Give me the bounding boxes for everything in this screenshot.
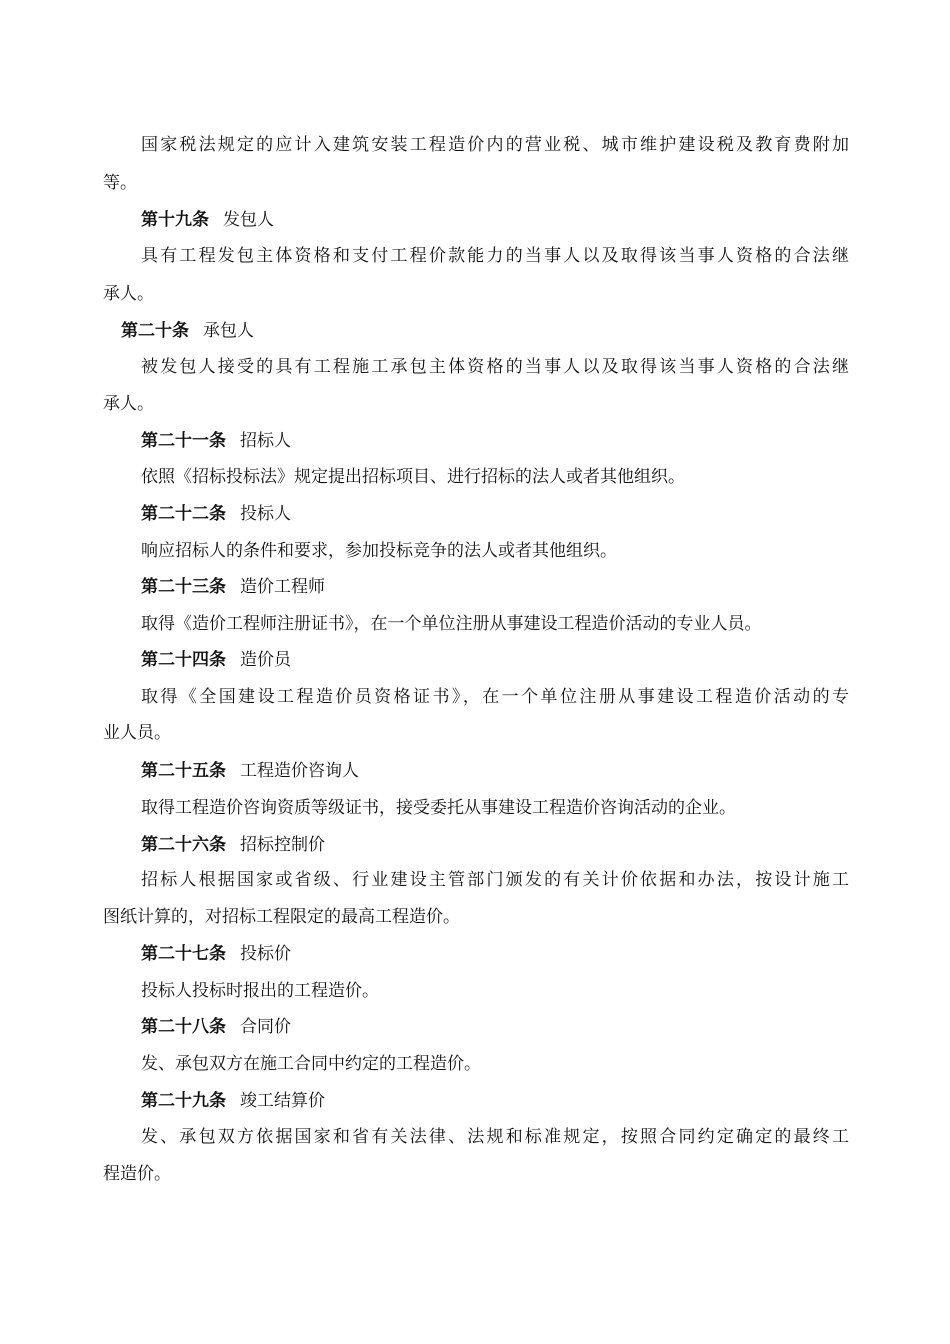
article-term: 承包人 (203, 321, 254, 341)
paragraph-line: 国家税法规定的应计入建筑安装工程造价内的营业税、城市维护建设税及教育费附加 (141, 135, 849, 155)
paragraph-line: 招标人根据国家或省级、行业建设主管部门颁发的有关计价依据和办法，按设计施工 (141, 870, 849, 890)
article-number: 第二十一条 (141, 431, 226, 451)
paragraph-line: 发、承包双方依据国家和省有关法律、法规和标准规定，按照合同约定确定的最终工 (141, 1127, 849, 1147)
article-term: 招标控制价 (240, 835, 325, 855)
paragraph-line: 业人员。 (103, 723, 171, 743)
article-number: 第二十六条 (141, 835, 226, 855)
article-term: 发包人 (223, 210, 274, 230)
paragraph-line: 被发包人接受的具有工程施工承包主体资格的当事人以及取得该当事人资格的合法继 (141, 357, 849, 377)
article-number: 第二十条 (121, 321, 189, 341)
article-term: 竣工结算价 (240, 1091, 325, 1111)
paragraph-line: 承人。 (103, 284, 154, 304)
article-heading (141, 760, 359, 782)
article-number: 第二十七条 (141, 944, 226, 964)
article-heading (141, 943, 291, 965)
article-heading (141, 834, 325, 856)
article-term: 造价工程师 (240, 577, 325, 597)
article-heading (141, 430, 291, 452)
article-number: 第二十二条 (141, 504, 226, 524)
paragraph-line: 等。 (103, 173, 137, 193)
article-term: 造价员 (240, 650, 291, 670)
article-number: 第十九条 (141, 210, 209, 230)
article-number: 第二十八条 (141, 1017, 226, 1037)
article-term: 工程造价咨询人 (240, 761, 359, 781)
paragraph-line: 取得工程造价咨询资质等级证书，接受委托从事建设工程造价咨询活动的企业。 (141, 798, 736, 818)
paragraph-line: 承人。 (103, 394, 154, 414)
article-term: 合同价 (240, 1017, 291, 1037)
paragraph-line: 响应招标人的条件和要求，参加投标竞争的法人或者其他组织。 (141, 541, 617, 561)
paragraph-line: 发、承包双方在施工合同中约定的工程造价。 (141, 1054, 481, 1074)
article-number: 第二十九条 (141, 1091, 226, 1111)
article-number: 第二十三条 (141, 577, 226, 597)
article-term: 投标价 (240, 944, 291, 964)
article-heading (121, 320, 254, 342)
article-heading (141, 1016, 291, 1038)
article-term: 招标人 (240, 431, 291, 451)
article-term: 投标人 (240, 504, 291, 524)
article-heading (141, 503, 291, 525)
paragraph-line: 程造价。 (103, 1164, 171, 1184)
article-number: 第二十五条 (141, 761, 226, 781)
article-heading (141, 209, 274, 231)
article-heading (141, 649, 291, 671)
paragraph-line: 投标人投标时报出的工程造价。 (141, 981, 379, 1001)
paragraph-line: 图纸计算的，对招标工程限定的最高工程造价。 (103, 907, 460, 927)
paragraph-line: 取得《造价工程师注册证书》，在一个单位注册从事建设工程造价活动的专业人员。 (141, 614, 762, 634)
article-number: 第二十四条 (141, 650, 226, 670)
article-heading (141, 1090, 325, 1112)
paragraph-line: 依照《招标投标法》规定提出招标项目、进行招标的法人或者其他组织。 (141, 467, 685, 487)
paragraph-line: 取得《全国建设工程造价员资格证书》，在一个单位注册从事建设工程造价活动的专 (141, 687, 849, 707)
article-heading (141, 576, 325, 598)
paragraph-line: 具有工程发包主体资格和支付工程价款能力的当事人以及取得该当事人资格的合法继 (141, 246, 849, 266)
